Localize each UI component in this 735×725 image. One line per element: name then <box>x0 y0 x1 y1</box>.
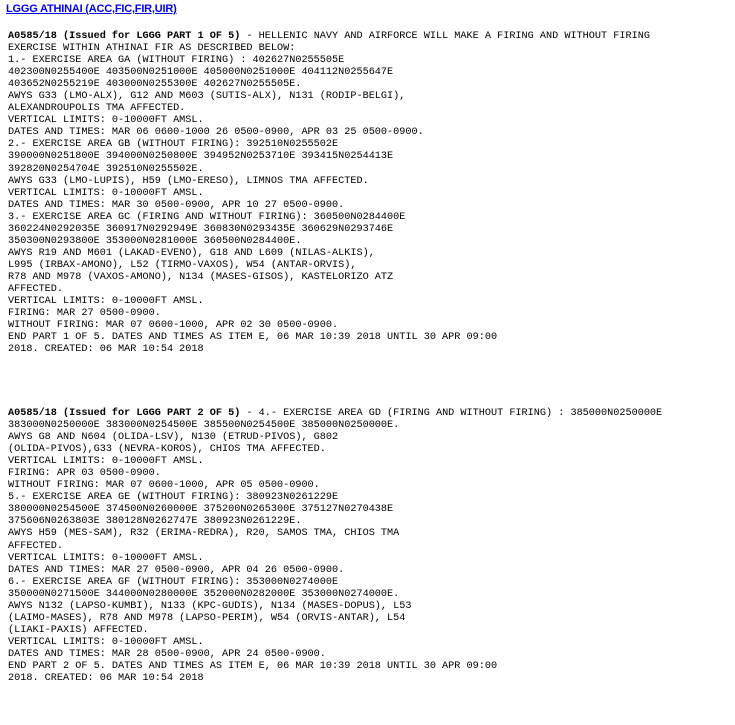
notam-line: DATES AND TIMES: MAR 06 0600-1000 26 0500-0900, APR 03 25 0500-0900. <box>8 127 424 139</box>
notam-text: - 4.- EXERCISE AREA GD (FIRING AND WITHOUT FIRING) : 385000N0250000E <box>240 408 663 419</box>
notam-line: VERTICAL LIMITS: 0-10000FT AMSL. <box>8 456 204 468</box>
notam-line: END PART 1 OF 5. DATES AND TIMES AS ITEM E, 06 MAR 10:39 2018 UNTIL 30 APR 09:00 <box>8 332 498 344</box>
notam-line: L995 (IRBAX-AMONO), L52 (TIRMO-VAXOS), W54 (ANTAR-ORVIS), <box>8 259 357 271</box>
notam-line: 3.- EXERCISE AREA GC (FIRING AND WITHOUT FIRING): 360500N0284400E <box>8 211 406 223</box>
notam-line: R78 AND M978 (VAXOS-AMONO), N134 (MASES-GISOS), KASTELORIZO ATZ <box>8 271 394 283</box>
notam-line: AWYS R19 AND M601 (LAKAD-EVENO), G18 AND L609 (NILAS-ALKIS), <box>8 247 375 259</box>
notam-line: 2018. CREATED: 06 MAR 10:54 2018 <box>8 344 204 356</box>
notam-id-label: A0585/18 (Issued for LGGG PART 2 OF 5) <box>8 408 241 419</box>
notam-line: (LAIMO-MASES), R78 AND M978 (LAPSO-PERIM), W54 (ORVIS-ANTAR), L54 <box>8 612 406 624</box>
notam-line: AWYS G33 (LMO-ALX), G12 AND M603 (SUTIS-ALX), N131 (RODIP-BELGI), <box>8 91 406 103</box>
notam-line: 390000N0251800E 394000N0250800E 394952N0253710E 393415N0254413E <box>8 151 394 163</box>
notam-line: 2018. CREATED: 06 MAR 10:54 2018 <box>8 673 204 685</box>
notam-line: EXERCISE WITHIN ATHINAI FIR AS DESCRIBED BELOW: <box>8 43 296 55</box>
notam-line: (LIAKI-PAXIS) AFFECTED. <box>8 624 149 636</box>
notam-line: VERTICAL LIMITS: 0-10000FT AMSL. <box>8 552 204 564</box>
notam-line <box>8 408 735 420</box>
notam-line: 402300N0255400E 403500N0251000E 405000N0251000E 404112N0255647E <box>8 67 394 79</box>
notam-line: 403652N0255219E 403000N0255300E 402627N0255505E. <box>8 79 302 91</box>
notam-line: FIRING: MAR 27 0500-0900. <box>8 308 161 320</box>
notam-line: AFFECTED. <box>8 540 64 552</box>
notam-line: 350000N0271500E 344000N0280000E 352000N0282000E 353000N0274000E. <box>8 588 400 600</box>
notam-line: AWYS G8 AND N604 (OLIDA-LSV), N130 (ETRUD-PIVOS), G802 <box>8 432 339 444</box>
notam-line: 2.- EXERCISE AREA GB (WITHOUT FIRING): 392510N0255502E <box>8 139 339 151</box>
notam-line: VERTICAL LIMITS: 0-10000FT AMSL. <box>8 115 204 127</box>
notam-part-1 <box>8 31 735 356</box>
notam-line: (OLIDA-PIVOS),G33 (NEVRA-KOROS), CHIOS TMA AFFECTED. <box>8 444 326 456</box>
notam-line: ALEXANDROUPOLIS TMA AFFECTED. <box>8 103 186 115</box>
notam-line: AWYS N132 (LAPSO-KUMBI), N133 (KPC-GUDIS), N134 (MASES-DOPUS), L53 <box>8 600 412 612</box>
notam-line: 380000N0254500E 374500N0260000E 375200N0265300E 375127N0270438E <box>8 504 394 516</box>
notam-line: WITHOUT FIRING: MAR 07 0600-1000, APR 02 30 0500-0900. <box>8 320 339 332</box>
notam-line: 360224N0292035E 360917N0292949E 360830N0293435E 360629N0293746E <box>8 223 394 235</box>
notam-line: VERTICAL LIMITS: 0-10000FT AMSL. <box>8 187 204 199</box>
notam-line <box>8 31 735 43</box>
notam-line: 5.- EXERCISE AREA GE (WITHOUT FIRING): 380923N0261229E <box>8 492 339 504</box>
notam-line: FIRING: APR 03 0500-0900. <box>8 468 161 480</box>
notam-line: WITHOUT FIRING: MAR 07 0600-1000, APR 05 0500-0900. <box>8 480 320 492</box>
notam-line: DATES AND TIMES: MAR 27 0500-0900, APR 04 26 0500-0900. <box>8 564 345 576</box>
notam-id-label: A0585/18 (Issued for LGGG PART 1 OF 5) <box>8 31 241 42</box>
notam-part-2 <box>8 408 735 685</box>
notam-line: AWYS H59 (MES-SAM), R32 (ERIMA-REDRA), R20, SAMOS TMA, CHIOS TMA <box>8 528 400 540</box>
notam-line: VERTICAL LIMITS: 0-10000FT AMSL. <box>8 296 204 308</box>
notam-line: AWYS G33 (LMO-LUPIS), H59 (LMO-ERESO), LIMNOS TMA AFFECTED. <box>8 175 369 187</box>
notam-line: 392820N0254704E 392510N0255502E. <box>8 163 204 175</box>
notam-line: 350300N0293800E 353000N0281000E 360500N0284400E. <box>8 235 302 247</box>
notam-line: 1.- EXERCISE AREA GA (WITHOUT FIRING) : 402627N0255505E <box>8 55 345 67</box>
notam-line: 375606N0263803E 380128N0262747E 380923N0261229E. <box>8 516 302 528</box>
notam-line: 383000N0250000E 383000N0254500E 385500N0254500E 385000N0250000E. <box>8 420 400 432</box>
notam-line: 6.- EXERCISE AREA GF (WITHOUT FIRING): 353000N0274000E <box>8 576 339 588</box>
notam-line: DATES AND TIMES: MAR 30 0500-0900, APR 10 27 0500-0900. <box>8 199 345 211</box>
notam-line: END PART 2 OF 5. DATES AND TIMES AS ITEM E, 06 MAR 10:39 2018 UNTIL 30 APR 09:00 <box>8 660 498 672</box>
notam-text: - HELLENIC NAVY AND AIRFORCE WILL MAKE A FIRING AND WITHOUT FIRING <box>240 31 650 42</box>
fir-header-link[interactable]: LGGG ATHINAI (ACC,FIC,FIR,UIR) <box>6 3 177 15</box>
notam-line: AFFECTED. <box>8 283 64 295</box>
notam-line: VERTICAL LIMITS: 0-10000FT AMSL. <box>8 636 204 648</box>
notam-line: DATES AND TIMES: MAR 28 0500-0900, APR 24 0500-0900. <box>8 648 326 660</box>
